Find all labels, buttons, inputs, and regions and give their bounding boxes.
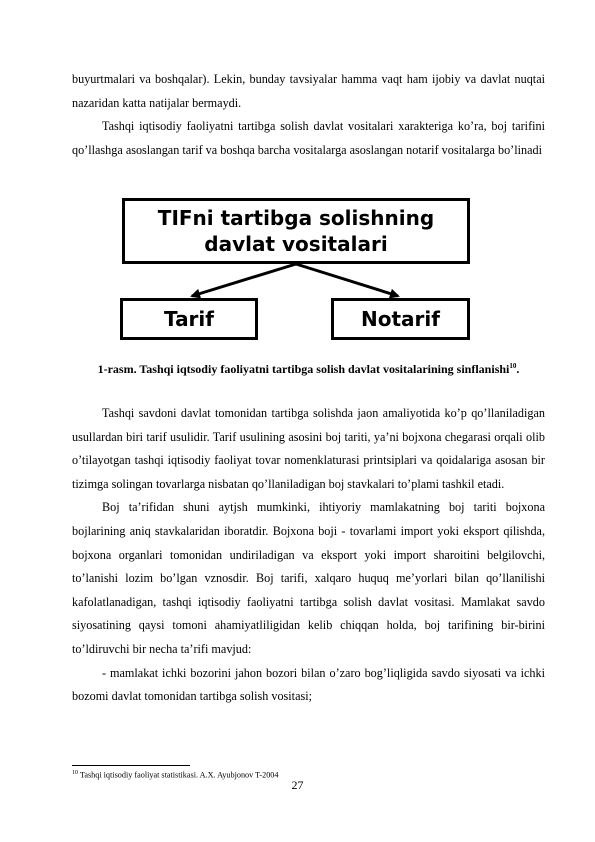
arrow-to-notarif — [296, 264, 398, 296]
caption-footnote-ref: 10 — [509, 362, 517, 370]
figure-caption — [72, 356, 545, 380]
paragraph-customs-duty: Boj ta’rifidan shuni aytjsh mumkinki, ihtiyoriy mamlakatning boj tariti bojxona bojlarining aniq stavkalaridan iboratdir. Bojxona boji - tovarlami import yoki eksport qilishda, bojxona organlari tomonidan undiriladigan va eksport yoki import sharoitini belgilovchi, to’lanishi lozim bo’lgan vznosdir. Boj tarifi, xalqaro huquq me’yorlari bilan qo’llanilishi kafolatlanadigan, tashqi iqtisodiy faoliyatni tartibga solish davlat vositasi. Mamlakat savdo siyosatining qaysi tomoni ahamiyatliligidan kelib chiqqan holda, boj tarifining bir-birini to’ldiruvchi bir necha ta’rifi mavjud: — [72, 500, 545, 656]
footnote-divider — [72, 765, 190, 766]
page-number: 27 — [291, 778, 304, 792]
diagram-root-box: TIFni tartibga solishning davlat vositalari — [122, 198, 470, 264]
footnote-text: Tashqi iqtisodiy faoliyat statistikasi. A.X. Ayubjonov T-2004 — [78, 770, 279, 780]
paragraph-continuation: buyurtmalari va boshqalar). Lekin, bunday tavsiyalar hamma vaqt ham ijobiy va davlat nuqtai nazaridan katta natijalar bermaydi. — [72, 72, 545, 110]
bottom-text-block — [72, 402, 545, 709]
caption-suffix: . — [516, 362, 520, 376]
paragraph-tariff-method: Tashqi savdoni davlat tomonidan tartibga solishda jaon amaliyotida ko’p qo’llaniladigan usullardan biri tarif usulidir. Tarif usulining asosini boj tariti, ya’ni bojxona chegarasi orqali olib o’tilayotgan tashqi iqtisodiy faoliyat tovar nomenklaturasi printsiplari va qoidalariga asosan bir tizimga solingan tovarlarga nisbatan qo’llaniladigan boj stavkalari to’plami tashkil etadi. — [72, 406, 545, 491]
top-text-block — [72, 68, 545, 162]
paragraph-classification: Tashqi iqtisodiy faoliyatni tartibga solish davlat vositalari xarakteriga ko’ra, boj tarifini qo’llashga asoslangan tarif va boshqa barcha vositalarga asoslangan notarif vositalarga bo’linadi — [72, 119, 545, 157]
footnote-number: 10 — [72, 770, 78, 776]
diagram-notarif-box: Notarif — [331, 298, 470, 340]
diagram-tarif-box: Tarif — [120, 298, 258, 340]
classification-diagram — [118, 196, 474, 346]
caption-text: 1-rasm. Tashqi iqtsodiy faoliyatni tartibga solish davlat vositalarining sinflanishi — [97, 362, 510, 376]
paragraph-list-item: - mamlakat ichki bozorini jahon bozori bilan o’zaro bog’liqligida savdo siyosati va ichki bozomi davlat tomonidan tartibga solish vositasi; — [72, 665, 545, 704]
arrow-to-tarif — [192, 264, 296, 296]
